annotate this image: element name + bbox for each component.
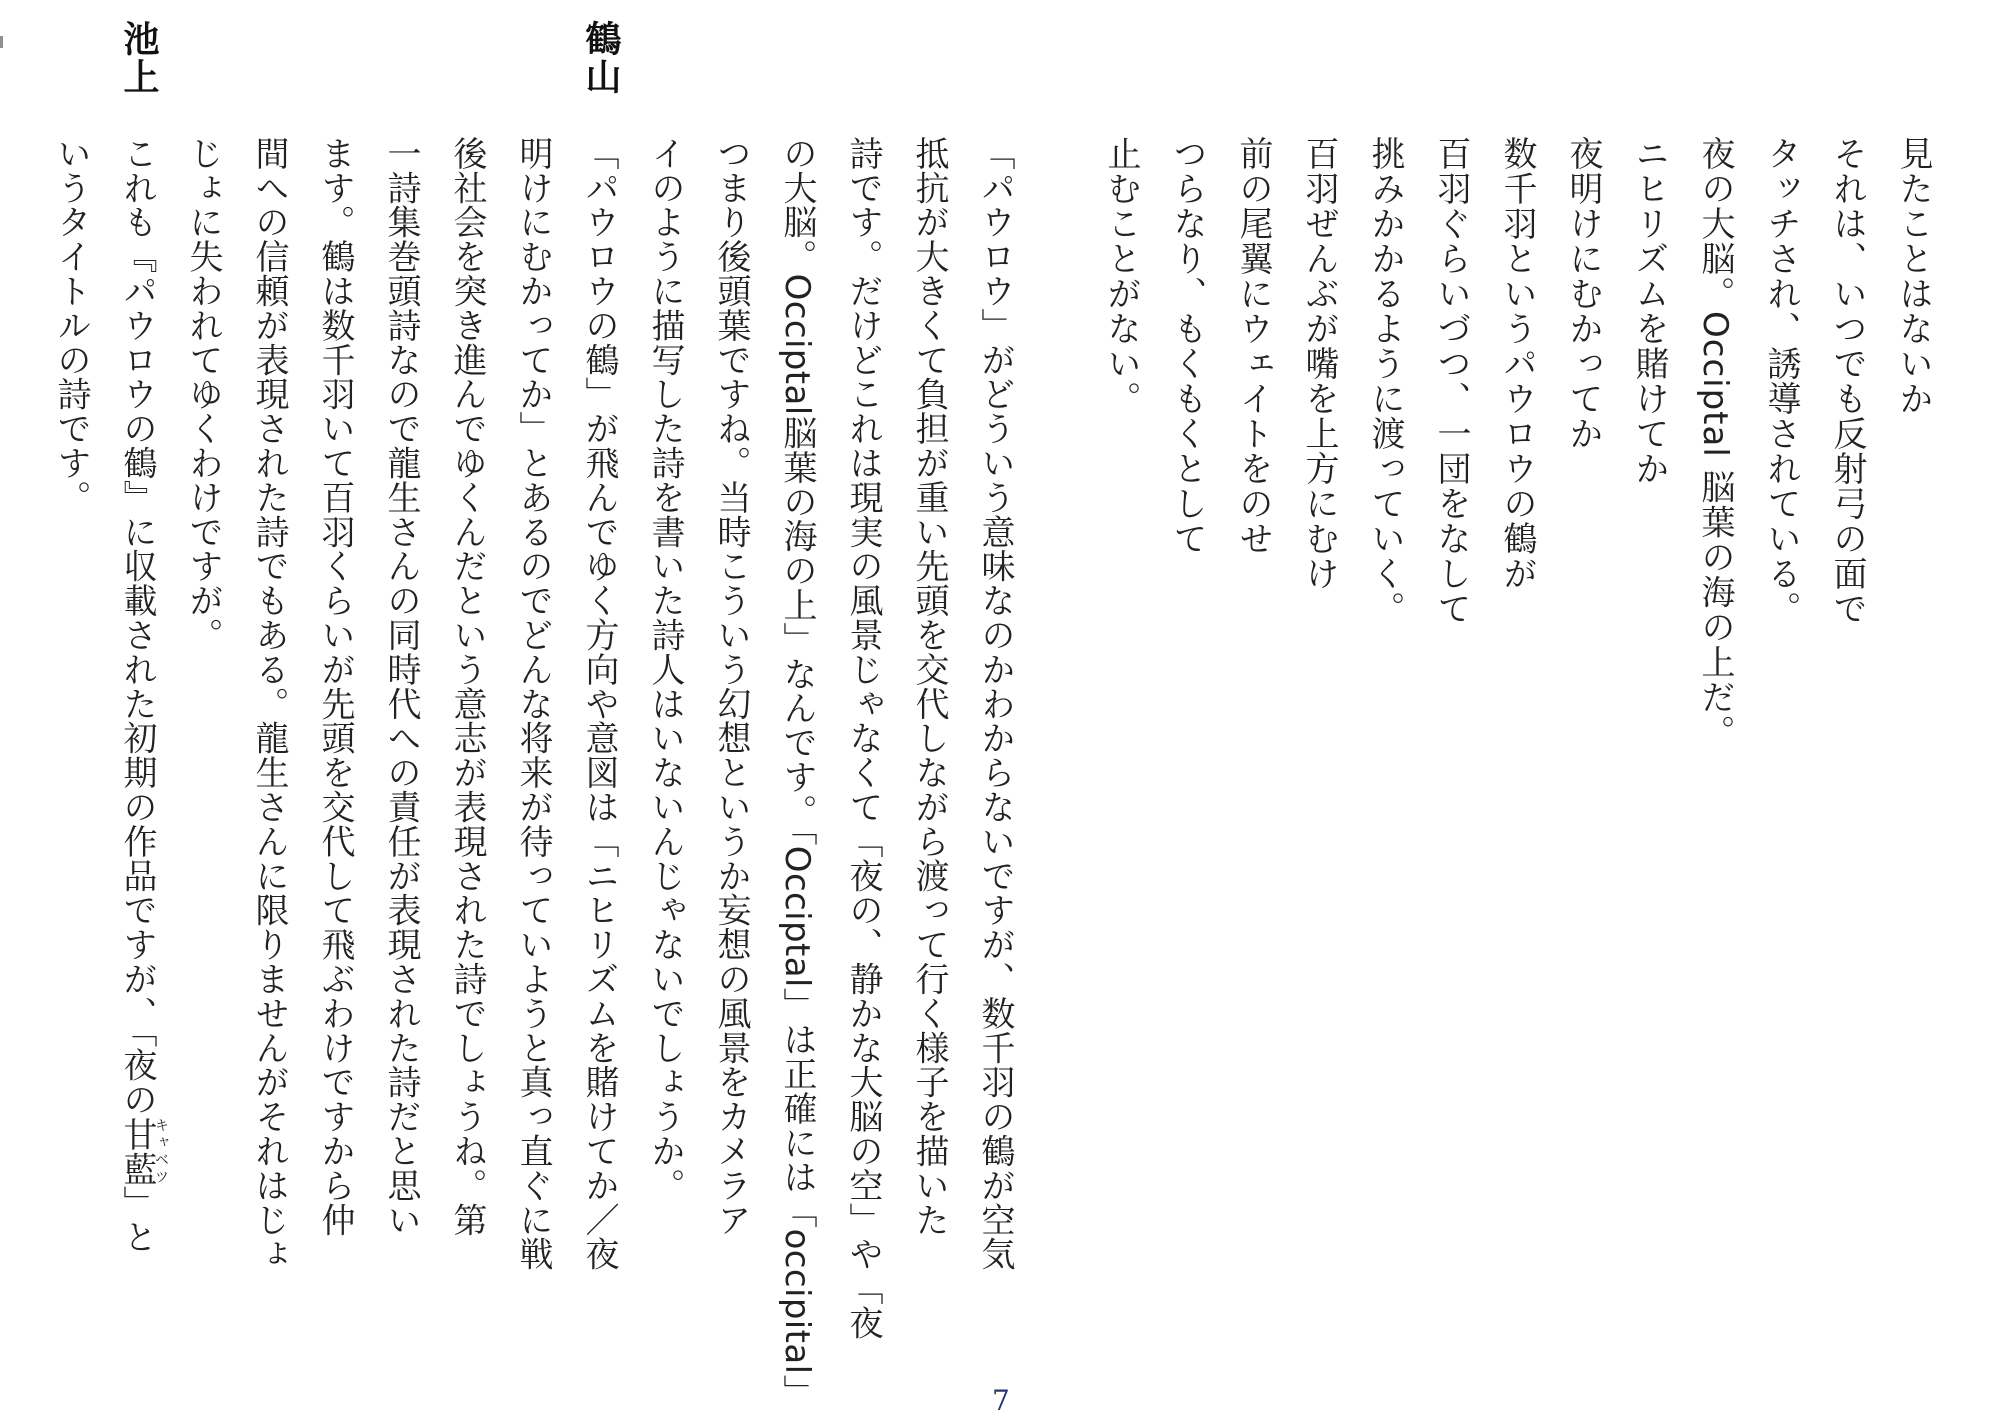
poem-line-11: 前の尾翼にウェイトをのせ: [1233, 136, 1273, 556]
dialogue-line-11: ます。鶴は数千羽いて百羽くらいが先頭を交代して飛ぶわけですから仲: [315, 136, 355, 1237]
dialogue-line-13: じょに失われてゆくわけですが。: [183, 136, 223, 652]
ruby-annotation: 甘藍キャベツ: [117, 1116, 169, 1186]
poem-line-1: 見たことはないか: [1893, 136, 1933, 416]
speaker-ikegami: 池上: [118, 20, 159, 96]
dialogue-line-ikegami-1: これも『パウロウの鶴』に収載された初期の作品ですが、「夜の甘藍キャベツ」と: [117, 136, 169, 1255]
dialogue-line-1: 「パウロウ」がどういう意味なのかわからないですが、数千羽の鶴が空気: [975, 136, 1015, 1272]
dialogue-line-9: 後社会を突き進んでゆくんだという意志が表現された詩でしょうね。第: [447, 136, 487, 1237]
dialogue-line-ikegami-2: いうタイトルの詩です。: [51, 136, 91, 515]
dialogue-line-2: 抵抗が大きくて負担が重い先頭を交代しながら渡って行く様子を描いた: [909, 136, 949, 1237]
poem-line-8: 百羽ぐらいづつ、一団をなして: [1431, 136, 1471, 626]
poem-line-2: それは、いつでも反射弓の面で: [1827, 136, 1867, 626]
poem-line-4: 夜の大脳。Occiptal 脳葉の海の上だ。: [1695, 136, 1735, 750]
dialogue-line-8: 明けにむかってか」とあるのでどんな将来が待っていようと真っ直ぐに戦: [513, 136, 553, 1272]
poem-line-12: つらなり、もくもくとして: [1167, 136, 1207, 556]
dialogue-line-5: つまり後頭葉ですね。当時こういう幻想というか妄想の風景をカメラア: [711, 136, 751, 1237]
dialogue-line-12: 間への信頼が表現された詩でもある。龍生さんに限りませんがそれはじょ: [249, 136, 289, 1272]
speaker-tsuruyama: 鶴山: [580, 20, 621, 96]
ruby-reading: キャベツ: [153, 1116, 169, 1186]
corner-mark: [0, 36, 3, 48]
dialogue-line-10: 一詩集巻頭詩なので龍生さんの同時代への責任が表現された詩だと思い: [381, 136, 421, 1237]
poem-line-10: 百羽ぜんぶが嘴を上方にむけ: [1299, 136, 1339, 591]
poem-line-9: 挑みかかるように渡っていく。: [1365, 136, 1405, 626]
dialogue-line-6: イのように描写した詩を書いた詩人はいないんじゃないでしょうか。: [645, 136, 685, 1203]
dialogue-line-3: 詩です。だけどこれは現実の風景じゃなくて「夜の、静かな大脳の空」や「夜: [843, 136, 883, 1340]
poem-line-13: 止むことがない。: [1101, 136, 1141, 416]
poem-line-3: タッチされ、誘導されている。: [1761, 136, 1801, 626]
poem-line-7: 数千羽というパウロウの鶴が: [1497, 136, 1537, 591]
poem-line-5: ニヒリズムを賭けてか: [1629, 136, 1669, 486]
dialogue-line-7: 「パウロウの鶴」が飛んでゆく方向や意図は「ニヒリズムを賭けてか／夜: [579, 136, 619, 1272]
page-number: 7: [992, 1384, 1010, 1417]
dialogue-line-4: の大脳。Occiptal脳葉の海の上」なんです。「Occiptal」は正確には「occipital」: [777, 136, 817, 1409]
poem-line-6: 夜明けにむかってか: [1563, 136, 1603, 451]
